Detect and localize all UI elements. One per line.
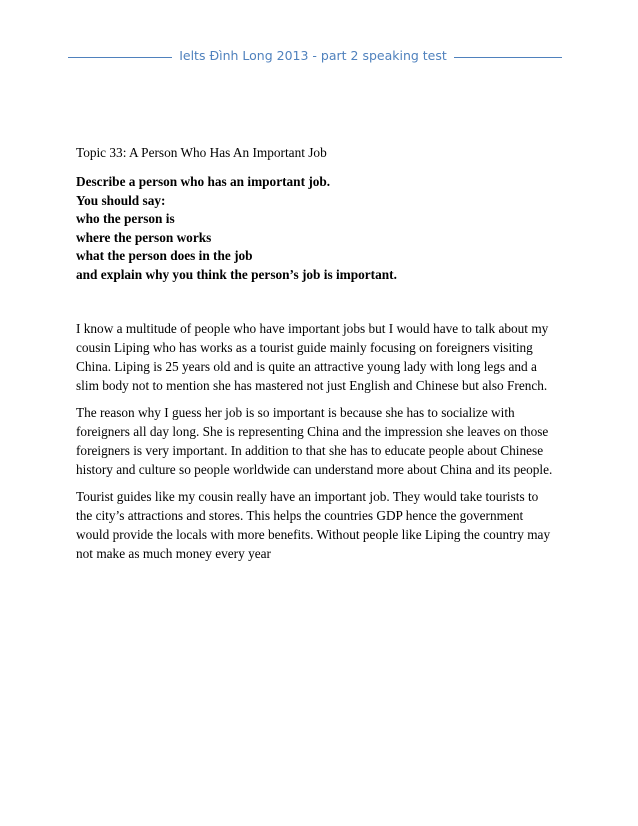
- answer-paragraph: I know a multitude of people who have important jobs but I would have to talk about my cousin Liping who has works as a tourist guide mainly focusing on foreigners visiting China. Liping is 25 years old and is quite an attractive young lady with long legs and a slim body not to mention she has mastered not just English and Chinese but also French.: [76, 321, 549, 393]
- cue-card: [76, 173, 397, 284]
- topic-heading: Topic 33: A Person Who Has An Important Job: [76, 145, 327, 160]
- cue-card-line: Describe a person who has an important job.: [76, 174, 331, 189]
- header-title: Ielts Đình Long 2013 - part 2 speaking test: [179, 48, 447, 63]
- cue-card-line: who the person is: [76, 211, 175, 226]
- cue-card-line: and explain why you think the person’s job is important.: [76, 266, 397, 282]
- page-header: [68, 46, 562, 70]
- answer-paragraph: Tourist guides like my cousin really have an important job. They would take tourists to the city’s attractions and stores. This helps the countries GDP hence the government would provide the locals with more benefits. Without people like Liping the country may not make as much money every year: [76, 489, 551, 561]
- cue-card-line: what the person does in the job: [76, 248, 253, 263]
- cue-card-line: where the person works: [76, 229, 212, 245]
- header-rule-left: [68, 57, 172, 58]
- cue-card-line: You should say:: [76, 192, 166, 208]
- header-rule-right: [454, 57, 562, 58]
- answer-paragraph: The reason why I guess her job is so important is because she has to socialize with foreigners all day long. She is representing China and the impression she leaves on those foreigners is very important. In addition to that she has to educate people about Chinese history and culture so people worldwide can understand more about China and its people.: [76, 405, 553, 477]
- answer-body: [76, 319, 566, 571]
